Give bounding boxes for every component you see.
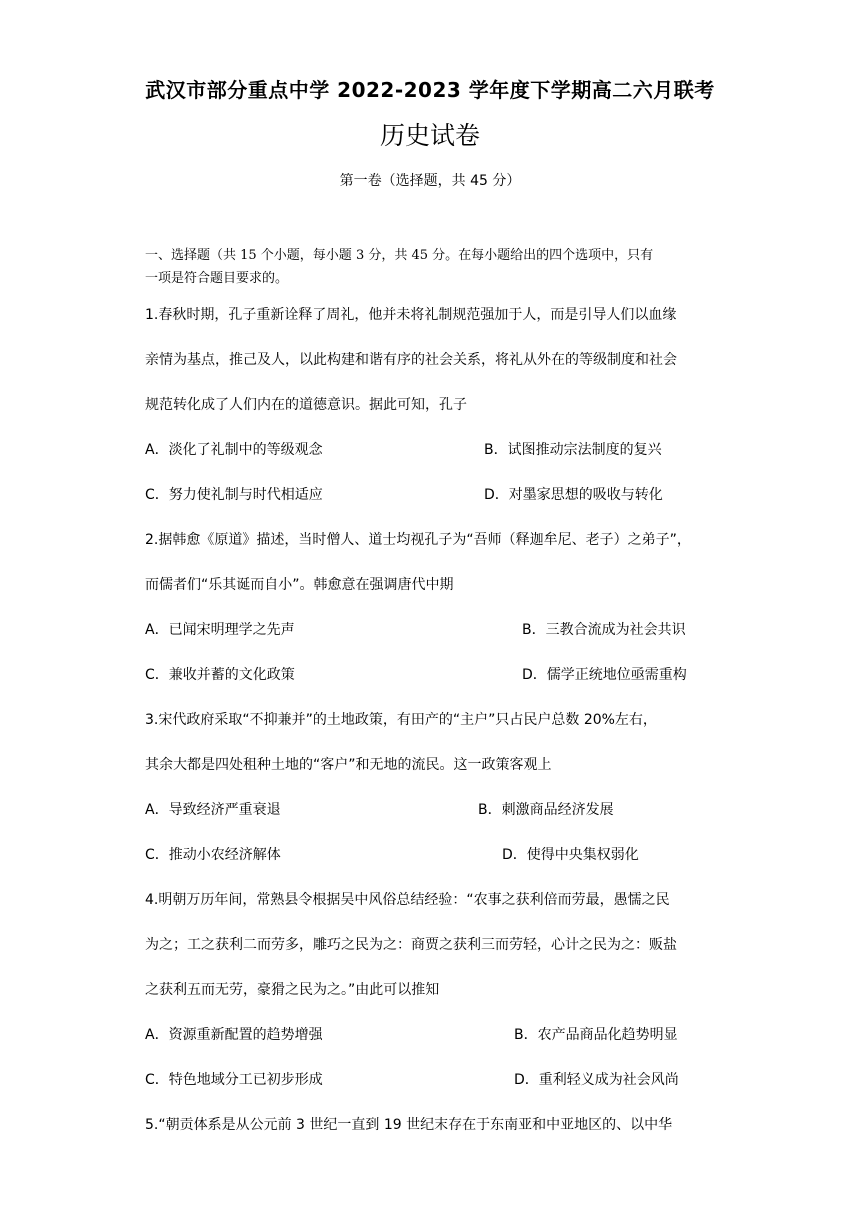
question-3-line-2: 其余大都是四处租种土地的“客户”和无地的流民。这一政策客观上 xyxy=(145,757,552,773)
question-2-option-c: C．兼收并蓄的文化政策 xyxy=(145,667,295,683)
exam-subject: 历史试卷 xyxy=(379,121,480,150)
question-1-line-2: 亲情为基点，推己及人，以此构建和谐有序的社会关系，将礼从外在的等级制度和社会 xyxy=(145,352,677,368)
question-1-option-d: D．对墨家思想的吸收与转化 xyxy=(484,487,663,503)
question-2-line-2: 而儒者们“乐其诞而自小”。韩愈意在强调唐代中期 xyxy=(145,577,454,593)
question-1-line-3: 规范转化成了人们内在的道德意识。据此可知，孔子 xyxy=(145,397,467,413)
question-4-option-b: B．农产品商品化趋势明显 xyxy=(514,1027,678,1043)
question-5-line-1: 5.“朝贡体系是从公元前 3 世纪一直到 19 世纪末存在于东南亚和中亚地区的、以中华 xyxy=(145,1117,673,1133)
question-1-option-a: A．淡化了礼制中的等级观念 xyxy=(145,442,323,458)
instructions-line: 一、选择题（共 15 个小题，每小题 3 分，共 45 分。在每小题给出的四个选项中，只有 xyxy=(145,248,654,263)
instructions-line: 一项是符合题目要求的。 xyxy=(145,271,289,286)
question-2-option-b: B．三教合流成为社会共识 xyxy=(522,622,686,638)
question-1-line-1: 1.春秋时期，孔子重新诠释了周礼，他并未将礼制规范强加于人，而是引导人们以血缘 xyxy=(145,307,677,323)
question-1-option-b: B．试图推动宗法制度的复兴 xyxy=(484,442,662,458)
volume-heading: 第一卷（选择题，共 45 分） xyxy=(339,173,521,189)
exam-title: 武汉市部分重点中学 2022-2023 学年度下学期高二六月联考 xyxy=(145,78,715,102)
question-4-line-1: 4.明朝万历年间，常熟县令根据吴中风俗总结经验：“农事之获利倍而劳最，愚懦之民 xyxy=(145,892,670,908)
question-4-option-a: A．资源重新配置的趋势增强 xyxy=(145,1027,323,1043)
question-3-option-a: A．导致经济严重衰退 xyxy=(145,802,281,818)
question-3-option-d: D．使得中央集权弱化 xyxy=(502,847,639,863)
question-3-option-c: C．推动小农经济解体 xyxy=(145,847,281,863)
question-4-option-c: C．特色地域分工已初步形成 xyxy=(145,1072,323,1088)
question-3-option-b: B．刺激商品经济发展 xyxy=(478,802,614,818)
question-4-line-2: 为之；工之获利二而劳多，雕巧之民为之：商贾之获利三而劳轻，心计之民为之：贩盐 xyxy=(145,937,677,953)
question-4-option-d: D．重利轻义成为社会风尚 xyxy=(514,1072,679,1088)
question-3-line-1: 3.宋代政府采取“不抑兼并”的土地政策，有田产的“主户”只占民户总数 20%左右， xyxy=(145,712,657,728)
question-2-line-1: 2.据韩愈《原道》描述，当时僧人、道士均视孔子为“吾师（释迦牟尼、老子）之弟子”， xyxy=(145,532,691,548)
question-1-option-c: C．努力使礼制与时代相适应 xyxy=(145,487,323,503)
question-2-option-a: A．已闻宋明理学之先声 xyxy=(145,622,295,638)
question-2-option-d: D．儒学正统地位亟需重构 xyxy=(522,667,687,683)
question-4-line-3: 之获利五而无劳，豪猾之民为之。”由此可以推知 xyxy=(145,982,440,998)
instructions xyxy=(145,244,720,290)
